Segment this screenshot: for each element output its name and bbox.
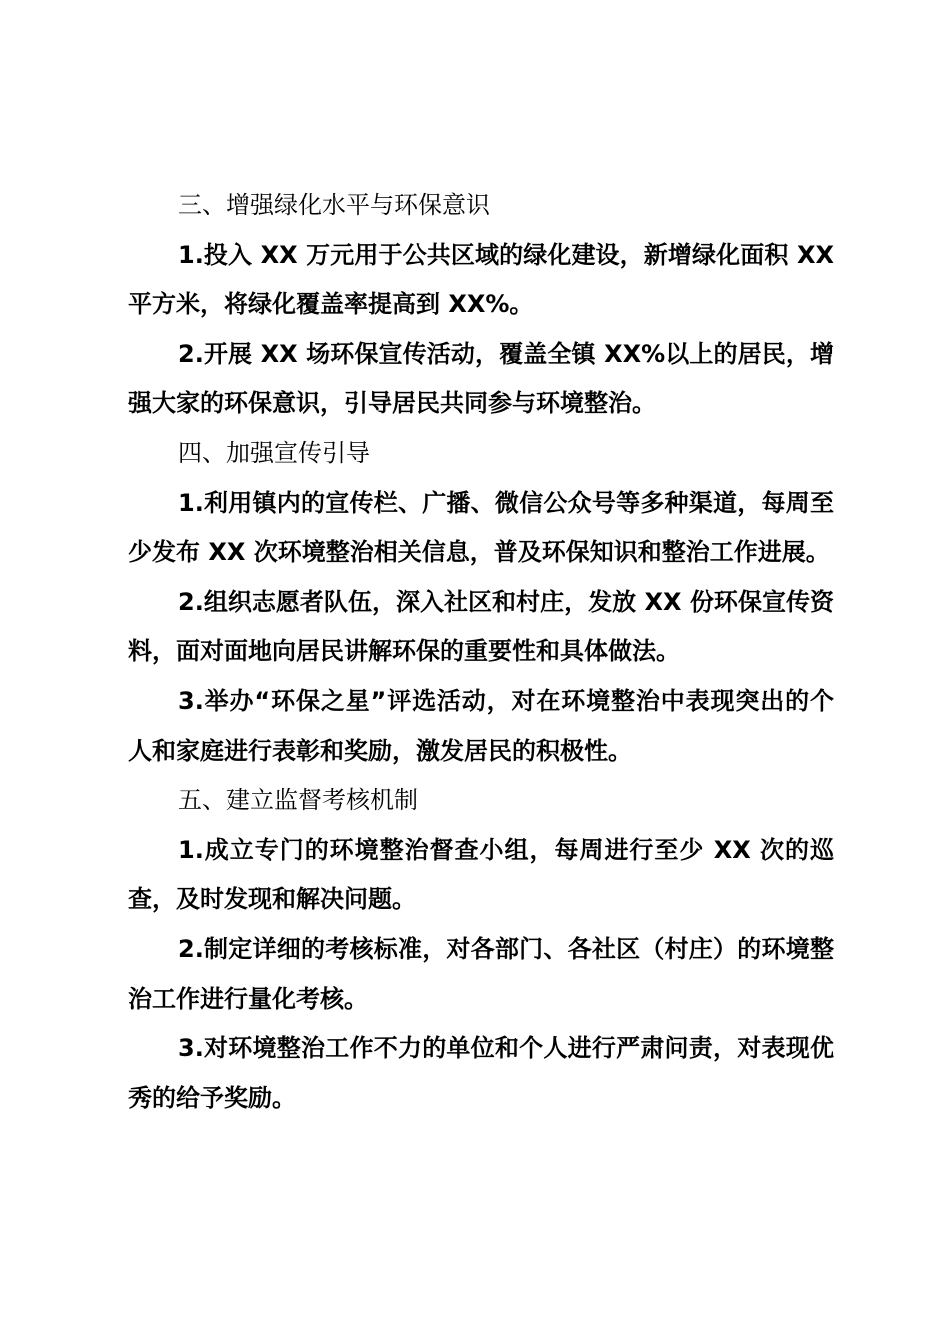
section-heading-4: 四、加强宣传引导 [178, 438, 370, 467]
document-body [128, 181, 834, 1123]
section-heading-3: 三、增强绿化水平与环保意识 [178, 191, 490, 219]
paragraph-4-3: 3.举办“环保之星”评选活动，对在环境整治中表现突出的个人和家庭进行表彰和奖励，激发居民的积极性。 [128, 686, 834, 765]
paragraph-3-1: 1.投入 XX 万元用于公共区域的绿化建设，新增绿化面积 XX 平方米，将绿化覆盖率提高到 XX%。 [128, 240, 834, 319]
paragraph-4-1: 1.利用镇内的宣传栏、广播、微信公众号等多种渠道，每周至少发布 XX 次环境整治相关信息，普及环保知识和整治工作进展。 [128, 488, 834, 567]
paragraph-4-2: 2.组织志愿者队伍，深入社区和村庄，发放 XX 份环保宣传资料，面对面地向居民讲解环保的重要性和具体做法。 [128, 587, 834, 666]
paragraph-5-1: 1.成立专门的环境整治督查小组，每周进行至少 XX 次的巡查，及时发现和解决问题。 [128, 835, 834, 914]
section-heading-5: 五、建立监督考核机制 [178, 786, 418, 815]
paragraph-5-3: 3.对环境整治工作不力的单位和个人进行严肃问责，对表现优秀的给予奖励。 [128, 1034, 834, 1112]
paragraph-5-2: 2.制定详细的考核标准，对各部门、各社区（村庄）的环境整治工作进行量化考核。 [128, 934, 834, 1013]
paragraph-3-2: 2.开展 XX 场环保宣传活动，覆盖全镇 XX%以上的居民，增强大家的环保意识，引导居民共同参与环境整治。 [128, 339, 834, 418]
